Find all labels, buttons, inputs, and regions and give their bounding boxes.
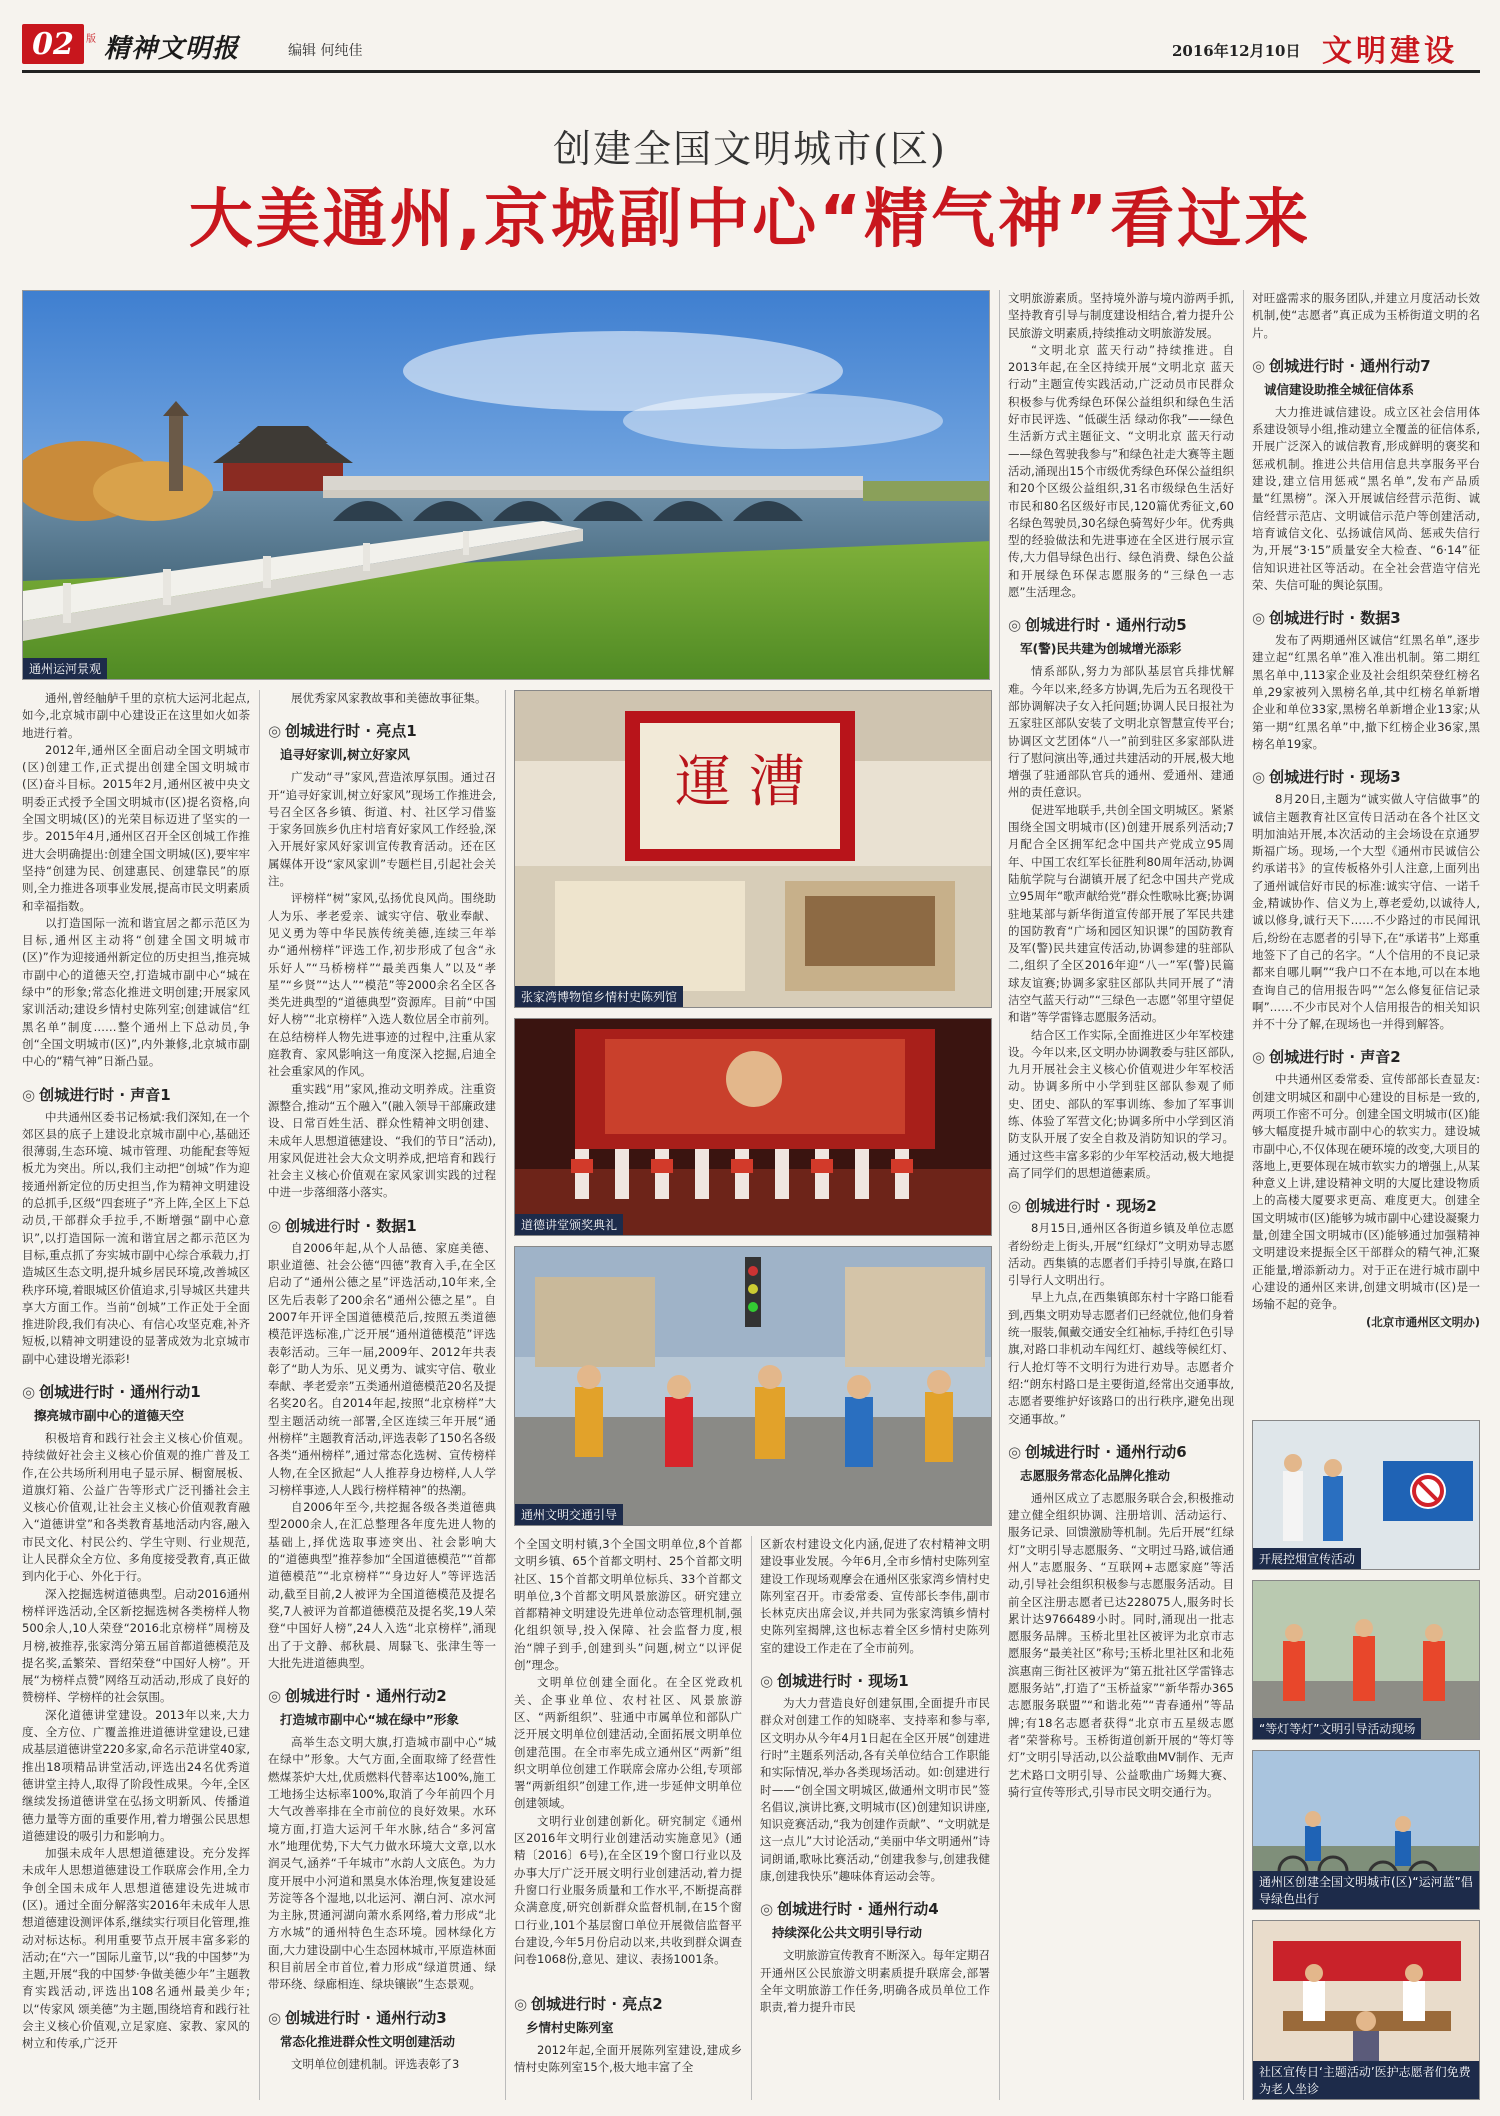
column-divider: [1243, 290, 1244, 2100]
section-heading: ◎ 创城进行时 · 通州行动2: [268, 1687, 447, 1706]
bullet-icon: ◎: [1008, 1197, 1022, 1216]
paragraph: 自2006年至今,共挖掘各级各类道德典型2000余人,在汇总整理各年度先进人物的基础上,择优选取事迹突出、社会影响大的“道德典型”推荐参加“全国道德模范”“首都道德模范”“北京榜样”“身边好人”等评选活动,截至目前,2人被评为全国道德模范及提名奖,7人被评为首都道德模范及提名奖,19人荣登“中国好人榜”,24人入选“北京榜样”,涌现出了于文静、郝秋晨、周騄飞、张津生等一大批先进道德典型。: [268, 1500, 496, 1670]
paragraph: 结合区工作实际,全面推进区少年军校建设。今年以来,区文明办协调教委与驻区部队,九月开展社会主义核心价值观进少年军校活动。协调多所中小学到驻区部队参观了师史、团史、部队的军事训练、参加了军事训练、体验了军营文化;协调多所中小学到区消防支队开展了安全自救及消防知识的学习。通过这些丰富多彩的少年军校活动,极大地提高了同学们的思想道德素质。: [1008, 1027, 1234, 1180]
paragraph: 发布了两期通州区诚信“红黑名单”,逐步建立起“红黑名单”准入准出机制。第二期红黑名单中,113家企业及社会组织荣登红榜名单,29家被列入黑榜名单,其中红榜名单新增企业和单位33家,黑榜名单新增企业13家;从第一期“红黑名单”中,撤下红榜企业36家,黑榜名单19家。: [1252, 633, 1480, 751]
column-5: [514, 1994, 742, 2104]
paragraph: 个全国文明村镇,3个全国文明单位,8个首都文明乡镇、65个首都文明村、25个首都文明社区、15个首都文明单位标兵、33个首都文明单位,3个首都文明风景旅游区。研究建立首都精神文明建设先进单位动态管理机制,强化组织领导,投入保障、社会监督力度,根治“牌子到手,创建到头”问题,树立“以评促创”理念。: [514, 1537, 742, 1673]
paragraph: 广发动“寻”家风,营造浓厚氛围。通过召开“追寻好家训,树立好家风”现场工作推进会,号召全区各乡镇、街道、村、社区学习借鉴于家务回族乡仇庄村培育好家风工作经验,深入开展好家风好家训宣传教育活动。还在区属媒体开设“家风家训”专题栏目,引起社会关注。: [268, 770, 496, 889]
section-heading: ◎ 创城进行时 · 现场2: [1008, 1197, 1157, 1216]
volunteer-illustration: [1253, 1581, 1480, 1740]
column-divider: [505, 690, 506, 2100]
ceremony-photo: [514, 1018, 992, 1236]
bullet-icon: ◎: [268, 1216, 282, 1235]
bullet-icon: ◎: [1008, 1442, 1022, 1461]
traffic-illustration: [515, 1247, 992, 1526]
masthead: [22, 18, 1480, 74]
museum-illustration: [515, 691, 992, 1008]
section-heading: ◎ 创城进行时 · 数据3: [1252, 609, 1401, 628]
paragraph: 区新农村建设文化内涵,促进了农村精神文明建设事业发展。今年6月,全市乡情村史陈列室建设工作现场观摩会在通州区张家湾乡情村史陈列室召开。市委常委、宣传部长李伟,副市长林克庆出席会议,并共同为张家湾镇乡情村史陈列室揭牌,这也标志着全区乡情村史陈列室的建设工作走在了全市前列。: [760, 1537, 990, 1655]
cycling-photo: [1252, 1750, 1480, 1910]
traffic-caption: 通州文明交通引导: [515, 1504, 623, 1525]
paragraph: 促进军地联手,共创全国文明城区。紧紧围绕全国文明城市(区)创建开展系列活动;7月配合全区拥军纪念中国共产党成立95周年、中国工农红军长征胜利80周年活动,协调陆航学院与台湖镇开展了纪念中国共产党成立95周年“歌声献给党”群众性歌咏比赛;协调驻地某部与新华街道宣传部开展了军民共建的国防教育“广场和园区知识课”的国防教育及军(警)民共建宣传活动,协调参建的驻部队二,组织了全区2016年迎“八一”军(警)民篇球友谊赛;协调多家驻区部队共同开展了“清洁空气蓝天行动”“三绿色一志愿”邻里守望促和谐”等学雷锋志愿服务活动。: [1008, 802, 1234, 1025]
paragraph: 积极培育和践行社会主义核心价值观。持续做好社会主义核心价值观的推广普及工作,在公共场所利用电子显示屏、橱窗展板、道旗灯箱、公益广告等形式广泛刊播社会主义核心价值观,让社会主义核心价值观教育融入“道德讲堂”和各类教育基地活动内容,融入市民文化、村民公约、学生守则、行业规范,让人民群众全方位、多角度接受教育,真正做到内化于心、外化于行。: [22, 1430, 250, 1584]
paragraph: 加强未成年人思想道德建设。充分发挥未成年人思想道德建设工作联席会作用,全力争创全国未成年人思想道德建设先进城市(区)。通过全面分解落实2016年未成年人思想道德建设测评体系,继续实行项目化管理,推动对标达标。利用重要节点开展丰富多彩的活动;在“六一”国际儿童节,以“我的中国梦”为主题,开展“我的中国梦·争做美德少年”主题教育实践活动,评选出108名通州最美少年;以“传家风 颂美德”为主题,围绕培育和践行社会主义核心价值观,立足家庭、家教、家风的树立和传承,广泛开: [22, 1846, 250, 2051]
paragraph: 通州区成立了志愿服务联合会,积极推动建立健全组织协调、注册培训、活动运行、服务记录、回馈激励等机制。先后开展“红绿灯”文明引导志愿服务、“文明过马路,诚信通州人”志愿服务、“互联网+志愿家庭”等活动,引导社会组织积极参与志愿服务活动。目前全区注册志愿者已达228075人,服务时长累计达9766489小时。同时,涌现出一批志愿服务品牌。玉桥北里社区被评为北京市志愿服务“最美社区”称号;玉桥北里社区和北苑滨惠南三街社区被评为“第五批社区学雷锋志愿服务站”,打造了“玉桥益家”“新华帮办365志愿服务联盟”“和谐北苑”“青春通州”等品牌;有18名志愿者获得“北京市五星级志愿者”荣誉称号。玉桥街道创新开展的“等灯等灯”文明引导活动,以公益歌曲MV制作、无声艺术路口文明引导、公益歌曲广场舞大赛、骑行宣传等形式,引导市民文明交通行为。: [1008, 1490, 1234, 1799]
svg-text:運 漕: 運 漕: [675, 750, 805, 815]
paragraph: 早上九点,在西集镇郎东村十字路口能看到,西集文明劝导志愿者们已经就位,他们身着统一服装,佩戴交通安全红袖标,手持红色引导旗,对路口非机动车闯红灯、越线等候红灯、行人抢灯等不文明行为进行劝导。志愿者介绍:“朗东村路口是主要街道,经常出交通事故,志愿者要维护好该路口的出行秩序,避免出现交通事故。”: [1008, 1290, 1234, 1426]
section-subheading: 持续深化公共文明引导行动: [772, 1925, 923, 1941]
page-suffix: 版: [86, 34, 96, 45]
cycling-caption: 通州区创建全国文明城市(区)“运河蓝”倡导绿色出行: [1253, 1871, 1479, 1909]
volunteer-caption: “等灯等灯”文明引导活动现场: [1253, 1718, 1421, 1739]
section-subheading: 军(警)民共建为创城增光添彩: [1020, 641, 1182, 657]
canal-landscape-illustration: [23, 291, 990, 680]
section-heading: ◎ 创城进行时 · 通州行动5: [1008, 616, 1187, 635]
hero-photo: [22, 290, 990, 680]
paragraph: 深化道德讲堂建设。2013年以来,大力度、全方位、广覆盖推进道德讲堂建设,已建成基层道德讲堂220多家,命名示范讲堂40家,推出18项精品讲堂活动,评选出24名优秀道德讲堂主持人,取得了阶段性成果。今年,全区继续发扬道德讲堂在弘扬文明新风、传播道德力量等方面的重要作用,着力增强公民思想道德建设的吸引力和影响力。: [22, 1707, 250, 1843]
paragraph: 文明单位创建机制。评选表彰了3: [291, 2056, 460, 2071]
bullet-icon: ◎: [760, 1900, 774, 1919]
editor-line: 编辑 何纯佳: [288, 43, 363, 59]
tobacco-photo: [1252, 1420, 1480, 1570]
section-name: 文明建设: [1322, 34, 1458, 69]
tobacco-caption: 开展控烟宣传活动: [1253, 1548, 1361, 1569]
paragraph: 文明单位创建全面化。在全区党政机关、企事业单位、农村社区、风景旅游区、“两新组织”、驻通中市属单位和部队广泛开展文明单位创建活动,全面拓展文明单位创建范围。在全市率先成立通州区“两新”组织文明单位创建工作联席会席办公组,专项部署“两新组织”创建工作,进一步延伸文明单位创建领域。: [514, 1675, 742, 1811]
bullet-icon: ◎: [1252, 768, 1266, 787]
paragraph: 文明旅游素质。坚持境外游与境内游两手抓,坚持教育引导与制度建设相结合,着力提升公民旅游文明素质,持续推动文明旅游发展。: [1008, 291, 1234, 340]
ceremony-illustration: [515, 1019, 992, 1236]
bullet-icon: ◎: [268, 1687, 282, 1706]
paragraph: 高举生态文明大旗,打造城市副中心“城在绿中”形象。大气方面,全面取缔了经营性燃煤茶炉大灶,优质燃料代替率达100%,施工工地扬尘达标率100%,取消了今年前四个月大气改善率排在全市前位的良好效果。水环境方面,打造大运河千年水脉,结合“多河富水”地理优势,下大气力做水环境大文章,以水润灵气,涵养“千年城市”水韵人文底色。为力度开展中小河道和黑臭水体治理,恢复建设延芳淀等各个湿地,以北运河、潮白河、凉水河为主脉,贯通河湖向萧水系网络,着力形成“北方水城”的通州特色生态环境。园林绿化方面,大力建设副中心生态园林城市,平原造林面积目前居全市首位,着力形成“绿道贯通、绿带环绕、绿廊相连、绿块镶嵌”生态景观。: [268, 1735, 496, 1992]
paper-name: 精神文明报: [104, 34, 240, 64]
column-7: [1252, 290, 1480, 1410]
paragraph: 8月20日,主题为“诚实做人守信做事”的诚信主题教育社区宣传日活动在各个社区文明加油站开展,本次活动的主会场设在京通罗斯福广场。现场,一个大型《通州市民诚信公约承诺书》的宣传板格外引人注意,上面列出了通州诚信好市民的标准:诚实守信、一诺千金,精诚协作、信义为上,尊老爱幼,以诚待人,诚以修身,诚行天下……不少路过的市民闻讯后,纷纷在志愿者的引导下,在“承诺书”上郑重地签下了自己的名字。“人个信用的不良记录都来自哪儿啊”“我户口不在本地,可以在本地查询自己的信用报告吗”“怎么修复征信记录啊”……不少市民对个人信用报告的相关知识并不十分了解,在现场也一并得到解答。: [1252, 792, 1480, 1032]
section-heading: ◎ 创城进行时 · 通州行动3: [268, 2008, 447, 2027]
column-6: [1008, 290, 1234, 2100]
column-2: [268, 690, 496, 2100]
paragraph: 为大力营造良好创建氛围,全面提升市民群众对创建工作的知晓率、支持率和参与率,区文明办从今年4月1日起在全区开展“创建进行时”主题系列活动,各有关单位结合工作职能和实际情况,举办各类现场活动。如:创建进行时——“创全国文明城区,做通州文明市民”签名倡议,演讲比赛,文明城市(区)创建知识讲座,知识竞赛活动,“我为创建作贡献”、“文明就是这一点儿”大讨论活动,“美丽中华文明通州”诗词朗诵,歌咏比赛活动,“创建我参与,创建我健康,创建我快乐”趣味体育运动会等。: [760, 1696, 990, 1884]
paragraph: 中共通州区委书记杨斌:我们深知,在一个郊区县的底子上建设北京城市副中心,基础还很薄弱,生态环境、城市管理、功能配套等短板尤为突出。所以,我们主动把“创城”作为迎接通州新定位的历史担当,作为精神文明建设的总抓手,区级“四套班子”齐上阵,全区上下总动员,干部群众手拉手,不断增强“副中心意识”,以打造国际一流和谐宜居之都示范区为目标,重点抓了夯实城市副中心综合承载力,打造城区生态文明,提升城乡居民环境,改善城区秩序环境,着眼城区价值追求,引导城区共建共享大方面工作。当前“创城”工作正处于全面推进阶段,我们有决心、有信心攻坚克难,补齐短板,以精神文明建设的显著成效为北京城市副中心建设增光添彩!: [22, 1109, 250, 1366]
bullet-icon: ◎: [760, 1672, 774, 1691]
page-number: 02: [22, 24, 84, 64]
paragraph: 情系部队,努力为部队基层官兵排忧解难。今年以来,经多方协调,先后为五名现役干部协调解决子女入托问题;协调人民日报社为五家驻区部队安装了文明北京智慧宣传平台;协调区文艺团体“八一”前到驻区多家部队进行了慰问演出等,通过共建活动的开展,极大地增强了驻通部队官兵的通州、爱通州、建通州的责任意识。: [1008, 664, 1234, 800]
paragraph: 深入挖掘选树道德典型。启动2016通州榜样评选活动,全区新挖掘选树各类榜样人物500余人,10人荣登“2016北京榜样”周榜及月榜,被推荐,张家湾分第五届首都道德模范及提名奖,孟繁荣、晋绍荣登“中国好人榜”。开展“为榜样点赞”网络互动活动,形成了良好的赞榜样、学榜样的社会氛围。: [22, 1586, 250, 1705]
column-divider: [999, 290, 1000, 2100]
bullet-icon: ◎: [1252, 1048, 1266, 1067]
paragraph: 评榜样“树”家风,弘扬优良风尚。围绕助人为乐、孝老爱亲、诚实守信、敬业奉献、见义勇为等中华民族传统美德,连续三年举办“通州榜样”评选工作,初步形成了包含“永乐好人”“马桥榜样”“最美西集人”以及“孝星”“乡贤”“达人”“模范”等2000余名全区各类先进典型的“道德典型”资源库。目前“中国好人榜”“北京榜样”入选人数位居全市前列。在总结榜样人物先进事迹的过程中,注重从家庭教育、家风影响这一角度深入挖掘,启迪全社会重家风的作风。: [268, 891, 496, 1079]
bullet-icon: ◎: [1008, 616, 1022, 635]
issue-date: 2016年12月10日: [1172, 42, 1301, 60]
section-heading: ◎ 创城进行时 · 声音2: [1252, 1048, 1401, 1067]
column-4: [760, 1536, 990, 2100]
paragraph: 文明旅游宣传教育不断深入。每年定期召开通州区公民旅游文明素质提升联席会,部署全年文明旅游工作任务,明确各成员单位工作职责,着力提升市民: [760, 1948, 990, 2015]
section-heading: ◎ 创城进行时 · 亮点1: [268, 722, 417, 741]
paragraph: 重实践“用”家风,推动文明养成。注重资源整合,推动“五个融入”(融入领导干部廉政建设、日常百姓生活、群众性精神文明创建、未成年人思想道德建设、“我们的节日”活动),用家风促进社会大众文明养成,把培育和践行社会主义核心价值观在家风家训实践的过程中进一步落细落小落实。: [268, 1081, 496, 1200]
section-heading: ◎ 创城进行时 · 现场3: [1252, 768, 1401, 787]
paragraph: 大力推进诚信建设。成立区社会信用体系建设领导小组,推动建立全覆盖的征信体系,开展广泛深入的诚信教育,形成鲜明的褒奖和惩戒机制。推进公共信用信息共享服务平台建设,建立信用惩戒“黑名单”,发布产品质量“红黑榜”。深入开展诚信经营示范街、诚信经营示范店、文明诚信示范户等创建活动,培育诚信文化、弘扬诚信风尚、惩戒失信行为,开展“3·15”质量安全大检查、“6·14”征信知识进社区等活动。在全社会营造守信光荣、失信可耻的舆论氛围。: [1252, 404, 1480, 592]
column-divider: [751, 1536, 752, 2100]
bullet-icon: ◎: [1252, 609, 1266, 628]
bullet-icon: ◎: [22, 1382, 36, 1401]
paragraph: 文明行业创建创新化。研究制定《通州区2016年文明行业创建活动实施意见》(通精〔2016〕6号),在全区19个窗口行业以及办事大厅广泛开展文明行业创建活动,着力提升窗口行业服务质量和工作水平,不断提高群众满意度,研究创新群众监督机制,在15个窗口行业,101个基层窗口单位开展微信监督平台建设,今年5月份启动以来,共收到群众调查问卷1068份,意见、建议、表扬1001条。: [514, 1813, 742, 1967]
hero-caption: 通州运河景观: [23, 658, 107, 679]
museum-photo: [514, 690, 992, 1008]
traffic-photo: [514, 1246, 992, 1526]
signature: (北京市通州区文明办): [1365, 1314, 1480, 1329]
column-1: [22, 690, 250, 2100]
section-subheading: 常态化推进群众性文明创建活动: [280, 2033, 456, 2049]
section-heading: ◎ 创城进行时 · 现场1: [760, 1672, 909, 1691]
bullet-icon: ◎: [514, 1995, 528, 2013]
masthead-rule: [22, 70, 1480, 73]
paragraph: 中共通州区委常委、宣传部部长查显友:创建文明城区和副中心建设的目标是一致的,两项工作密不可分。创建全国文明城市(区)能够大幅度提升城市副中心的软实力。建设城市副中心,不仅体现在硬环境的改变,大项目的落地上,更要体现在城市软实力的增强上,从某种意义上讲,建设精神文明的大厦比建设物质上的高楼大厦要求更高、难度更大。创建全国文明城市(区)能够为城市副中心建设凝聚力量,创建全国文明城市(区)能够通过加强精神文明建设来提振全区干部群众的精气神,汇聚正能量,增添新动力。对于正在进行城市副中心建设的通州区来讲,创建文明城市(区)是一场输不起的竞争。: [1252, 1072, 1480, 1312]
paragraph: 2012年起,全面开展陈列室建设,建成乡情村史陈列室15个,极大地丰富了全: [514, 2043, 742, 2075]
section-heading: ◎ 创城进行时 · 声音1: [22, 1085, 171, 1104]
volunteer-photo: [1252, 1580, 1480, 1740]
section-heading: ◎ 创城进行时 · 通州行动7: [1252, 356, 1431, 375]
paragraph: 通州,曾经舳舻千里的京杭大运河北起点,如今,北京城市副中心建设正在这里如火如荼地进行着。: [22, 691, 250, 740]
bullet-icon: ◎: [268, 2008, 282, 2027]
section-subheading: 擦亮城市副中心的道德天空: [34, 1407, 185, 1423]
section-subheading: 打造城市副中心“城在绿中”形象: [280, 1712, 459, 1728]
paragraph: 自2006年起,从个人品德、家庭美德、职业道德、社会公德“四德”教育入手,在全区启动了“通州公德之星”评选活动,10年来,全区先后表彰了200余名“通州公德之星”。自2007年开评全国道德模范后,按照五类道德模范评选标准,广泛开展“通州道德模范”评选表彰活动。三年一届,2009年、2012年共表彰了“助人为乐、见义勇为、诚实守信、敬业奉献、孝老爱亲”五类通州道德模范20名及提名奖20名。自2014年起,按照“北京榜样”大型主题活动统一部署,全区连续三年开展“通州榜样”主题教育活动,评选表彰了150名各级各类“通州榜样”,通过常态化选树、宣传榜样人物,在全区掀起“人人推荐身边榜样,人人学习榜样事迹,人人践行榜样精神”的热潮。: [268, 1240, 496, 1497]
section-subheading: 志愿服务常态化品牌化推动: [1020, 1467, 1171, 1483]
section-heading: ◎ 创城进行时 · 通州行动1: [22, 1382, 201, 1401]
ceremony-caption: 道德讲堂颁奖典礼: [515, 1214, 623, 1235]
section-heading: ◎ 创城进行时 · 亮点2: [514, 1995, 663, 2013]
paragraph: 8月15日,通州区各街道乡镇及单位志愿者纷纷走上街头,开展“红绿灯”文明劝导志愿活动。西集镇的志愿者们手持引导旗,在路口引导行人文明出行。: [1008, 1221, 1234, 1288]
column-divider: [259, 690, 260, 2100]
paragraph: 2012年,通州区全面启动全国文明城市(区)创建工作,正式提出创建全国文明城市(区)奋斗目标。2015年2月,通州区被中央文明委正式授予全国文明城市(区)提名资格,向全国文明城(区)的光荣目标迈进了坚实的一步。2015年4月,通州区召开全区创城工作推进大会明确提出:创建全国文明城(区),要牢牢坚持“创建为民、创建惠民、创建靠民”的原则,全力推进各项事业发展,提高市民文明素质和幸福指数。: [22, 742, 250, 913]
bullet-icon: ◎: [22, 1085, 36, 1104]
section-heading: ◎ 创城进行时 · 通州行动6: [1008, 1442, 1187, 1461]
paragraph: 对旺盛需求的服务团队,并建立月度活动长效机制,使“志愿者”真正成为玉桥街道文明的名片。: [1252, 291, 1480, 340]
museum-caption: 张家湾博物馆乡情村史陈列馆: [515, 986, 683, 1007]
section-subheading: 追寻好家训,树立好家风: [280, 747, 410, 763]
paragraph: 以打造国际一流和谐宜居之都示范区为目标,通州区主动将“创建全国文明城市(区)”作为迎接通州新定位的历史担当,推亮城市副中心的道德天空,打造城市副中心“城在绿中”的形象;常态化推进文明创建;开展家风家训活动;建设乡情村史陈列室;创建诚信“红黑名单”制度……整个通州上下总动员,争创“全国文明城市(区)”,内外兼修,北京城市副中心的“精气神”日渐凸显。: [22, 915, 250, 1069]
section-heading: ◎ 创城进行时 · 通州行动4: [760, 1900, 939, 1919]
elderly-caption: 社区宣传日‘主题活动’医护志愿者们免费为老人坐诊: [1253, 2061, 1479, 2099]
bullet-icon: ◎: [268, 722, 282, 741]
elderly-photo: [1252, 1920, 1480, 2100]
article-kicker: 创建全国文明城市(区): [553, 127, 947, 171]
article-headline: 大美通州,京城副中心“精气神”看过来: [188, 183, 1312, 257]
paragraph: 展优秀家风家教故事和美德故事征集。: [291, 691, 487, 705]
section-heading: ◎ 创城进行时 · 数据1: [268, 1216, 417, 1235]
section-subheading: 诚信建设助推全城征信体系: [1264, 381, 1415, 397]
section-subheading: 乡情村史陈列室: [526, 2020, 614, 2035]
bullet-icon: ◎: [1252, 356, 1266, 375]
paragraph: “文明北京 蓝天行动”持续推进。自2013年起,在全区持续开展“文明北京 蓝天行动”主题宣传实践活动,广泛动员市民群众积极参与优秀绿色环保公益组织和绿色生活好市民评选、“低碳生活 绿动你我”——绿色生活新方式主题征文、“文明北京 蓝天行动——绿色驾驶我参与”和绿色社走大赛等主题活动,涌现出15个市级优秀绿色环保公益组织和20个区级公益组织,31名市级绿色生活好市民和80名区级好市民,120篇优秀征文,60名绿色驾驶员,30名绿色骑驾好少年。优秀典型的经验做法和先进事迹在全区进行展示宣传,大力倡导绿色出行、绿色消费、绿色公益和开展绿色环保志愿服务的“三绿色一志愿”生活理念。: [1008, 342, 1234, 600]
